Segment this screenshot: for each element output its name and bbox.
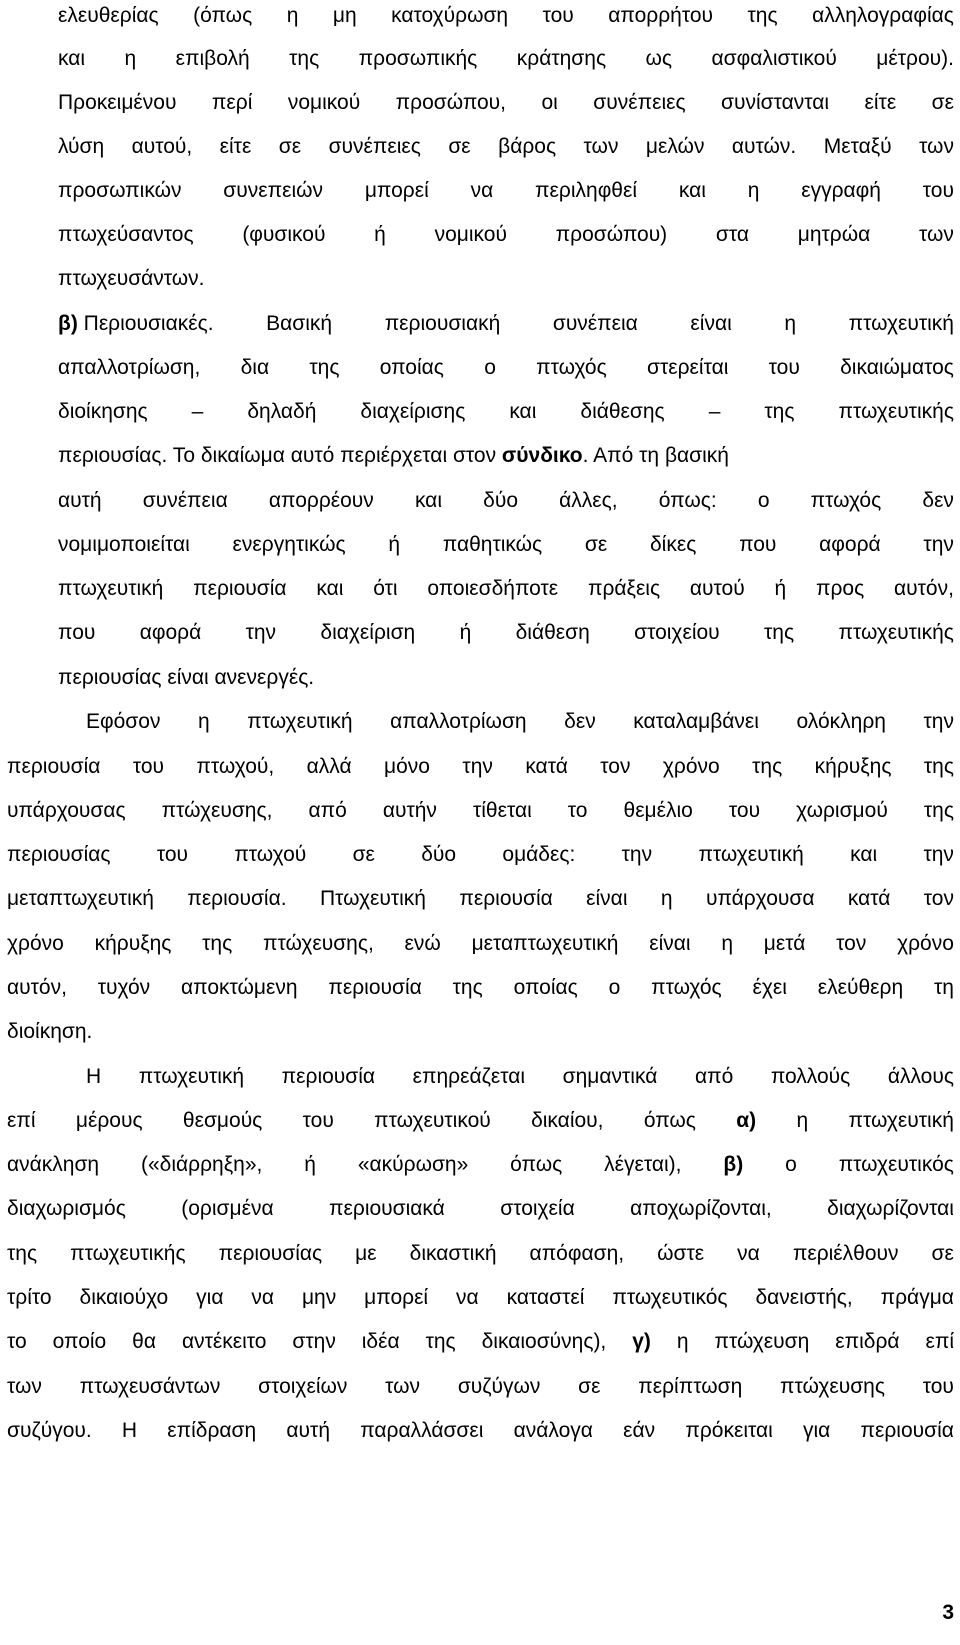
text-line: προσωπικών συνεπειών μπορεί να περιληφθεί και η εγγραφή του [58, 179, 954, 202]
list-marker: γ) [632, 1330, 651, 1353]
list-marker: β) Περιουσιακές. [58, 312, 214, 335]
text-line: τρίτο δικαιούχο για να μην μπορεί να καταστεί πτωχευτικός δανειστής, πράγμα [7, 1286, 954, 1309]
page-number: 3 [942, 1601, 954, 1624]
text-line: διοίκηση. [7, 1020, 93, 1043]
text-line: που αφορά την διαχείριση ή διάθεση στοιχείου της πτωχευτικής [58, 621, 954, 644]
list-marker: β) [723, 1153, 744, 1176]
text-line: ελευθερίας (όπως η μη κατοχύρωση του απορρήτου της αλληλογραφίας [58, 4, 954, 27]
text-line: των πτωχευσάντων στοιχείων των συζύγων σε περίπτωση πτώχευσης του [7, 1375, 954, 1398]
text-line: το οποίο θα αντέκειτο στην ιδέα της δικαιοσύνης), γ) η πτώχευση επιδρά επί [7, 1330, 954, 1353]
bold-term: σύνδικο [501, 444, 583, 467]
text-line: διαχωρισμός (ορισμένα περιουσιακά στοιχεία αποχωρίζονται, διαχωρίζονται [7, 1197, 954, 1220]
text-line: β) Περιουσιακές. Βασική περιουσιακή συνέπεια είναι η πτωχευτική [58, 312, 954, 335]
text-line: νομιμοποιείται ενεργητικώς ή παθητικώς σε δίκες που αφορά την [58, 533, 954, 556]
text-line: Η πτωχευτική περιουσία επηρεάζεται σημαντικά από πολλούς άλλους [86, 1065, 954, 1088]
text-line: περιουσίας είναι ανενεργές. [58, 666, 315, 689]
text-line: υπάρχουσας πτώχευσης, από αυτήν τίθεται το θεμέλιο του χωρισμού της [7, 799, 954, 822]
text-line: αυτόν, τυχόν αποκτώμενη περιουσία της οποίας ο πτωχός έχει ελεύθερη τη [7, 976, 954, 999]
text-line: λύση αυτού, είτε σε συνέπειες σε βάρος των μελών αυτών. Μεταξύ των [58, 135, 954, 158]
text-line: Προκειμένου περί νομικού προσώπου, οι συνέπειες συνίστανται είτε σε [58, 91, 954, 114]
text-line: Εφόσον η πτωχευτική απαλλοτρίωση δεν καταλαμβάνει ολόκληρη την [86, 710, 954, 733]
text-line: πτωχευσάντων. [58, 267, 205, 290]
text-line: επί μέρους θεσμούς του πτωχευτικού δικαίου, όπως α) η πτωχευτική [7, 1109, 954, 1132]
text-line: απαλλοτρίωση, δια της οποίας ο πτωχός στερείται του δικαιώματος [58, 356, 954, 379]
text-line: αυτή συνέπεια απορρέουν και δύο άλλες, όπως: ο πτωχός δεν [58, 489, 954, 512]
text-line: μεταπτωχευτική περιουσία. Πτωχευτική περιουσία είναι η υπάρχουσα κατά τον [7, 887, 954, 910]
text-line: πτωχευτική περιουσία και ότι οποιεσδήποτε πράξεις αυτού ή προς αυτόν, [58, 577, 954, 600]
text-line: συζύγου. Η επίδραση αυτή παραλλάσσει ανάλογα εάν πρόκειται για περιουσία [7, 1419, 954, 1442]
text-line: πτωχεύσαντος (φυσικού ή νομικού προσώπου) στα μητρώα των [58, 223, 954, 246]
text-line: της πτωχευτικής περιουσίας με δικαστική απόφαση, ώστε να περιέλθουν σε [7, 1242, 954, 1265]
list-marker: α) [736, 1109, 757, 1132]
text-line: διοίκησης – δηλαδή διαχείρισης και διάθεσης – της πτωχευτικής [58, 400, 954, 423]
text-line: περιουσία του πτωχού, αλλά μόνο την κατά τον χρόνο της κήρυξης της [7, 755, 954, 778]
text-line: περιουσίας. Το δικαίωμα αυτό περιέρχεται στον σύνδικο. Από τη βασική [58, 444, 729, 467]
text-line: περιουσίας του πτωχού σε δύο ομάδες: την πτωχευτική και την [7, 843, 954, 866]
text-line: χρόνο κήρυξης της πτώχευσης, ενώ μεταπτωχευτική είναι η μετά τον χρόνο [7, 932, 954, 955]
text-line: και η επιβολή της προσωπικής κράτησης ως ασφαλιστικού μέτρου). [58, 47, 954, 70]
text-line: ανάκληση («διάρρηξη», ή «ακύρωση» όπως λέγεται), β) ο πτωχευτικός [7, 1153, 954, 1176]
